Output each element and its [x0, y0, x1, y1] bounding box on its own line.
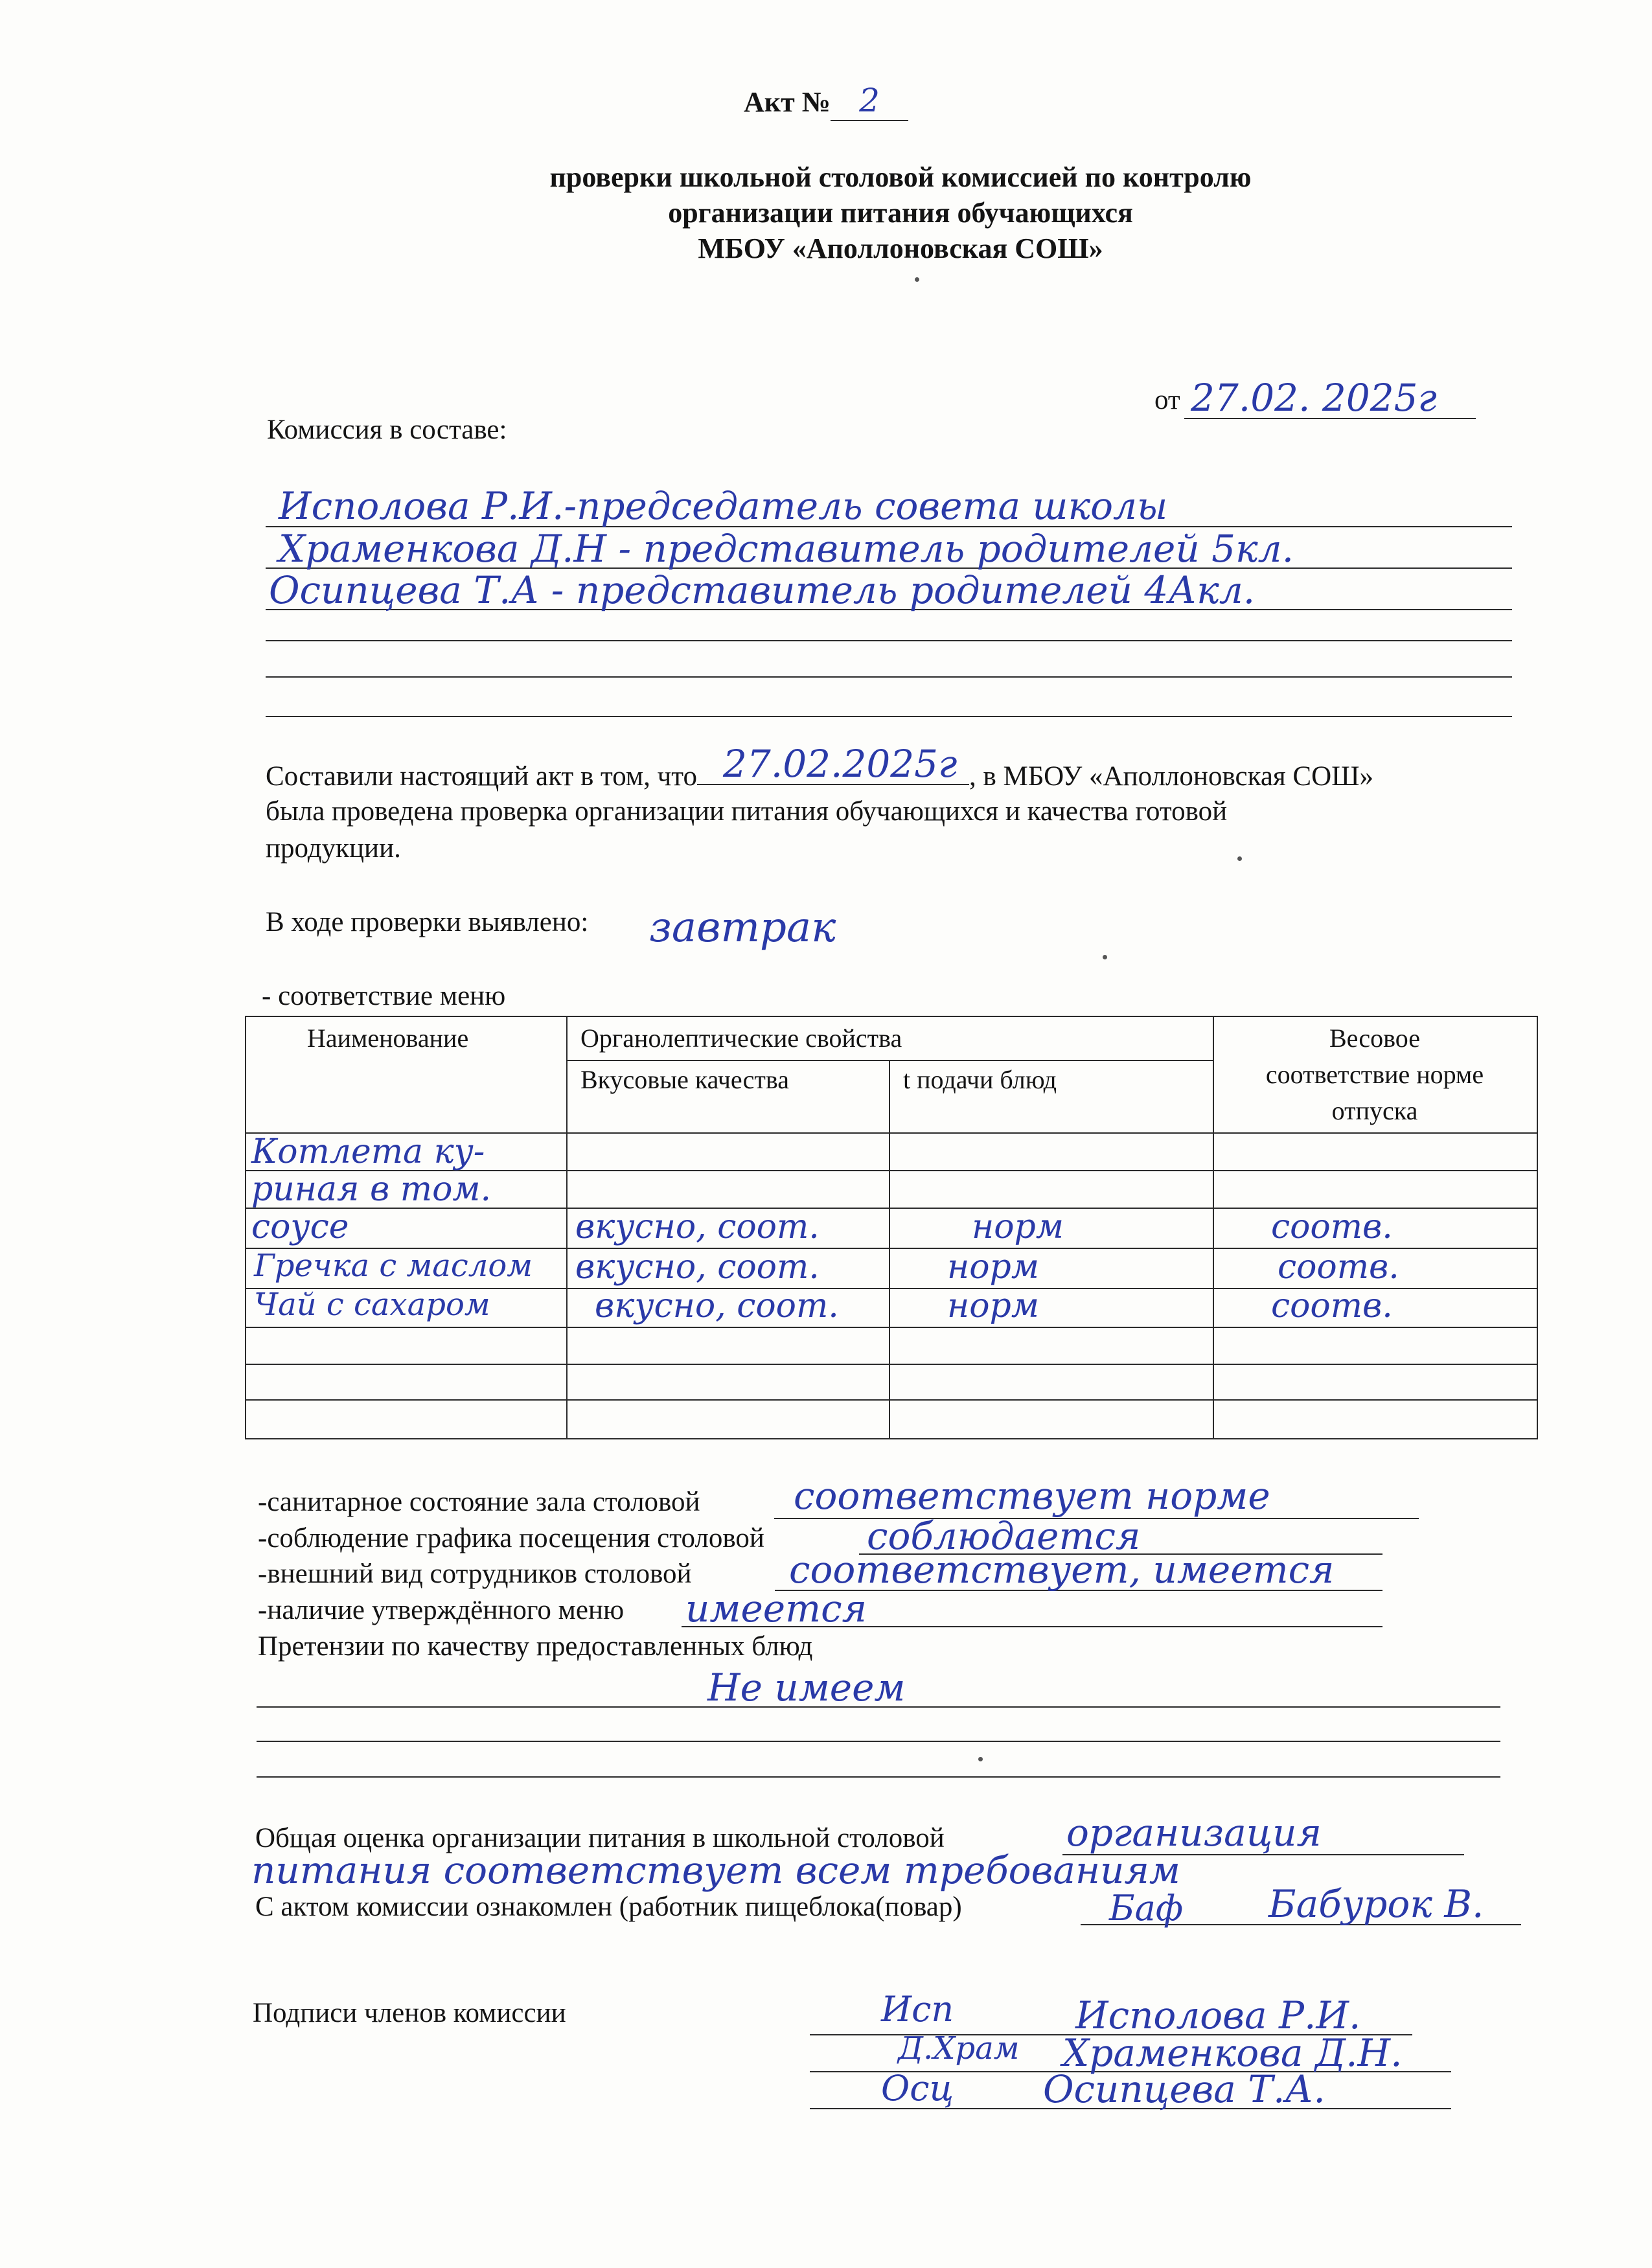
- check-schedule-label: -соблюдение графика посещения столовой: [258, 1523, 764, 1553]
- col-header-name: Наименование: [307, 1024, 469, 1053]
- col-header-temp: t подачи блюд: [903, 1065, 1057, 1094]
- table-row-temp: норм: [947, 1287, 1039, 1325]
- act-title: Акт № 2: [744, 84, 908, 121]
- table-row-taste: вкусно, соот.: [575, 1208, 820, 1246]
- table-row-taste: вкусно, соот.: [595, 1287, 839, 1325]
- table-row-weight: соотв.: [1271, 1208, 1393, 1246]
- scan-speck: [915, 277, 919, 282]
- check-appearance-value: соответствует, имеется: [789, 1548, 1335, 1592]
- scan-speck: [978, 1757, 983, 1761]
- statement-line-1: Составили настоящий акт в том, что 27.02.2025г , в МБОУ «Аполлоновская СОШ»: [266, 742, 1374, 792]
- commission-member-3: Осипцева Т.А - представитель родителей 4Акл.: [269, 568, 1256, 612]
- subtitle-line-2: организации питания обучающихся: [668, 197, 1133, 229]
- table-row-name: соусе: [251, 1208, 349, 1246]
- check-menu-label: -наличие утверждённого меню: [258, 1595, 625, 1625]
- findings-value: завтрак: [649, 904, 836, 952]
- acknowledged-label: С актом комиссии ознакомлен (работник пищеблока(повар): [255, 1892, 962, 1922]
- scan-speck: [1237, 856, 1242, 861]
- subtitle-line-3: МБОУ «Аполлоновская СОШ»: [698, 233, 1103, 264]
- overall-label: Общая оценка организации питания в школьной столовой: [255, 1823, 945, 1853]
- table-row-name: Гречка с маслом: [254, 1248, 533, 1284]
- cook-name: Бабурок В.: [1268, 1882, 1484, 1926]
- date-prefix: от: [1154, 385, 1180, 415]
- subtitle-line-1: проверки школьной столовой комиссией по контролю: [549, 161, 1252, 193]
- menu-label: - соответствие меню: [262, 981, 506, 1011]
- cook-signature: Баф: [1109, 1888, 1184, 1929]
- commission-member-1: Исполова Р.И.-председатель совета школы: [279, 484, 1168, 528]
- col-header-organoleptic: Органолептические свойства: [580, 1024, 902, 1053]
- statement-date: 27.02.2025г: [723, 742, 958, 786]
- findings-label: В ходе проверки выявлено:: [266, 907, 589, 937]
- check-appearance-label: -внешний вид сотрудников столовой: [258, 1559, 692, 1589]
- table-row-name: Котлета ку-: [251, 1132, 485, 1171]
- statement-line-3: продукции.: [266, 833, 401, 864]
- table-row-name: Чай с сахаром: [254, 1287, 490, 1323]
- check-menu-value: имеется: [685, 1586, 867, 1631]
- member-3-name: Осипцева Т.А.: [1043, 2067, 1325, 2111]
- table-row-temp: норм: [972, 1208, 1064, 1246]
- member-3-signature: Осц: [881, 2068, 954, 2109]
- table-row-temp: норм: [947, 1248, 1039, 1287]
- act-number: 2: [859, 82, 880, 119]
- commission-member-2: Храменкова Д.Н - представитель родителей 5кл.: [279, 527, 1294, 571]
- member-1-signature: Исп: [881, 1989, 954, 2030]
- claims-label: Претензии по качеству предоставленных блюд: [258, 1631, 813, 1662]
- table-row-name: риная в том.: [251, 1170, 492, 1209]
- commission-label: Комиссия в составе:: [267, 415, 507, 445]
- check-sanitary-value: соответствует норме: [794, 1474, 1270, 1518]
- table-row-weight: соотв.: [1271, 1287, 1393, 1325]
- act-date: 27.02. 2025г: [1191, 376, 1437, 420]
- col-header-weight-2: соответствие норме: [1265, 1060, 1484, 1089]
- signatures-label: Подписи членов комиссии: [253, 1998, 566, 2028]
- col-header-weight-1: Весовое: [1329, 1024, 1421, 1053]
- table-row-weight: соотв.: [1278, 1248, 1399, 1287]
- member-2-signature: Д.Храм: [898, 2030, 1020, 2067]
- scan-speck: [1103, 955, 1107, 959]
- overall-value-1: организация: [1066, 1811, 1322, 1855]
- check-sanitary-label: -санитарное состояние зала столовой: [258, 1487, 700, 1517]
- claims-value: Не имеем: [707, 1666, 906, 1710]
- col-header-weight-3: отпуска: [1331, 1096, 1418, 1125]
- col-header-taste: Вкусовые качества: [580, 1065, 790, 1094]
- member-1-name: Исполова Р.И.: [1075, 1993, 1361, 2037]
- check-schedule-value: соблюдается: [867, 1514, 1141, 1558]
- statement-line-2: была проведена проверка организации питания обучающихся и качества готовой: [266, 796, 1228, 827]
- member-2-name: Храменкова Д.Н.: [1062, 2031, 1403, 2075]
- table-row-taste: вкусно, соот.: [575, 1248, 820, 1287]
- overall-value-2: питания соответствует всем требованиям: [251, 1848, 1180, 1892]
